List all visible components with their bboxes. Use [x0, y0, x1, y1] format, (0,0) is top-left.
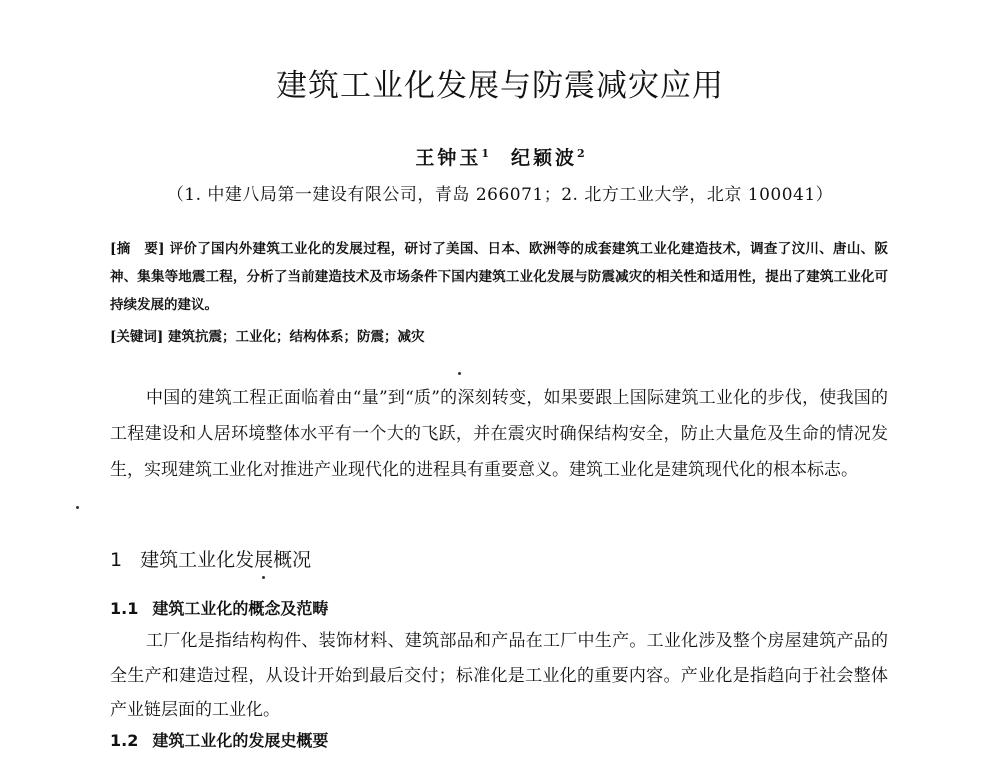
scan-speck — [262, 576, 265, 579]
section-number: 1.2 — [110, 731, 139, 750]
abstract-label: [摘 要] — [110, 241, 165, 257]
affiliations: （1. 中建八局第一建设有限公司，青岛 266071；2. 北方工业大学，北京 100041） — [166, 185, 834, 205]
abstract-text: 评价了国内外建筑工业化的发展过程，研讨了美国、日本、欧洲等的成套建筑工业化建造技术，调查了汶川、唐山、阪神、集集等地震工程，分析了当前建造技术及市场条件下国内建筑工业化发展与防震减灾的相关性和适用性，提出了建筑工业化可持续发展的建议。 — [110, 241, 888, 313]
author-line — [0, 143, 1000, 170]
affiliation-mark: 1 — [481, 147, 489, 160]
paper-title: 建筑工业化发展与防震减灾应用 — [276, 68, 724, 104]
section-number: 1 — [110, 549, 123, 571]
abstract — [110, 235, 888, 319]
section-title: 建筑工业化的概念及范畴 — [152, 599, 329, 618]
author-name: 王钟玉 — [415, 147, 482, 169]
section-1-1-paragraph: 工厂化是指结构构件、装饰材料、建筑部品和产品在工厂中生产。工业化涉及整个房屋建筑产品的全生产和建造过程，从设计开始到最后交付；标准化是工业化的重要内容。产业化是指趋向于社会整体产业链层面的工业化。 — [110, 631, 888, 720]
section-title: 建筑工业化发展概况 — [140, 549, 312, 571]
section-heading-1-2 — [110, 728, 328, 751]
scan-speck — [76, 506, 79, 509]
keywords-text: 建筑抗震；工业化；结构体系；防震；减灾 — [167, 329, 425, 345]
keywords-label: [关键词] — [110, 329, 164, 345]
scan-speck — [458, 372, 461, 375]
keywords — [110, 323, 888, 351]
section-number: 1.1 — [110, 599, 139, 618]
author-name: 纪颖波 — [511, 147, 578, 169]
affiliation-mark: 2 — [577, 147, 585, 160]
section-title: 建筑工业化的发展史概要 — [152, 731, 329, 750]
section-heading-1-1 — [110, 596, 328, 619]
section-heading-1 — [110, 545, 311, 572]
intro-paragraph: 中国的建筑工程正面临着由“量”到“质”的深刻转变，如果要跟上国际建筑工业化的步伐，使我国的工程建设和人居环境整体水平有一个大的飞跃，并在震灾时确保结构安全，防止大量危及生命的情况发生，实现建筑工业化对推进产业现代化的进程具有重要意义。建筑工业化是建筑现代化的根本标志。 — [110, 388, 888, 480]
